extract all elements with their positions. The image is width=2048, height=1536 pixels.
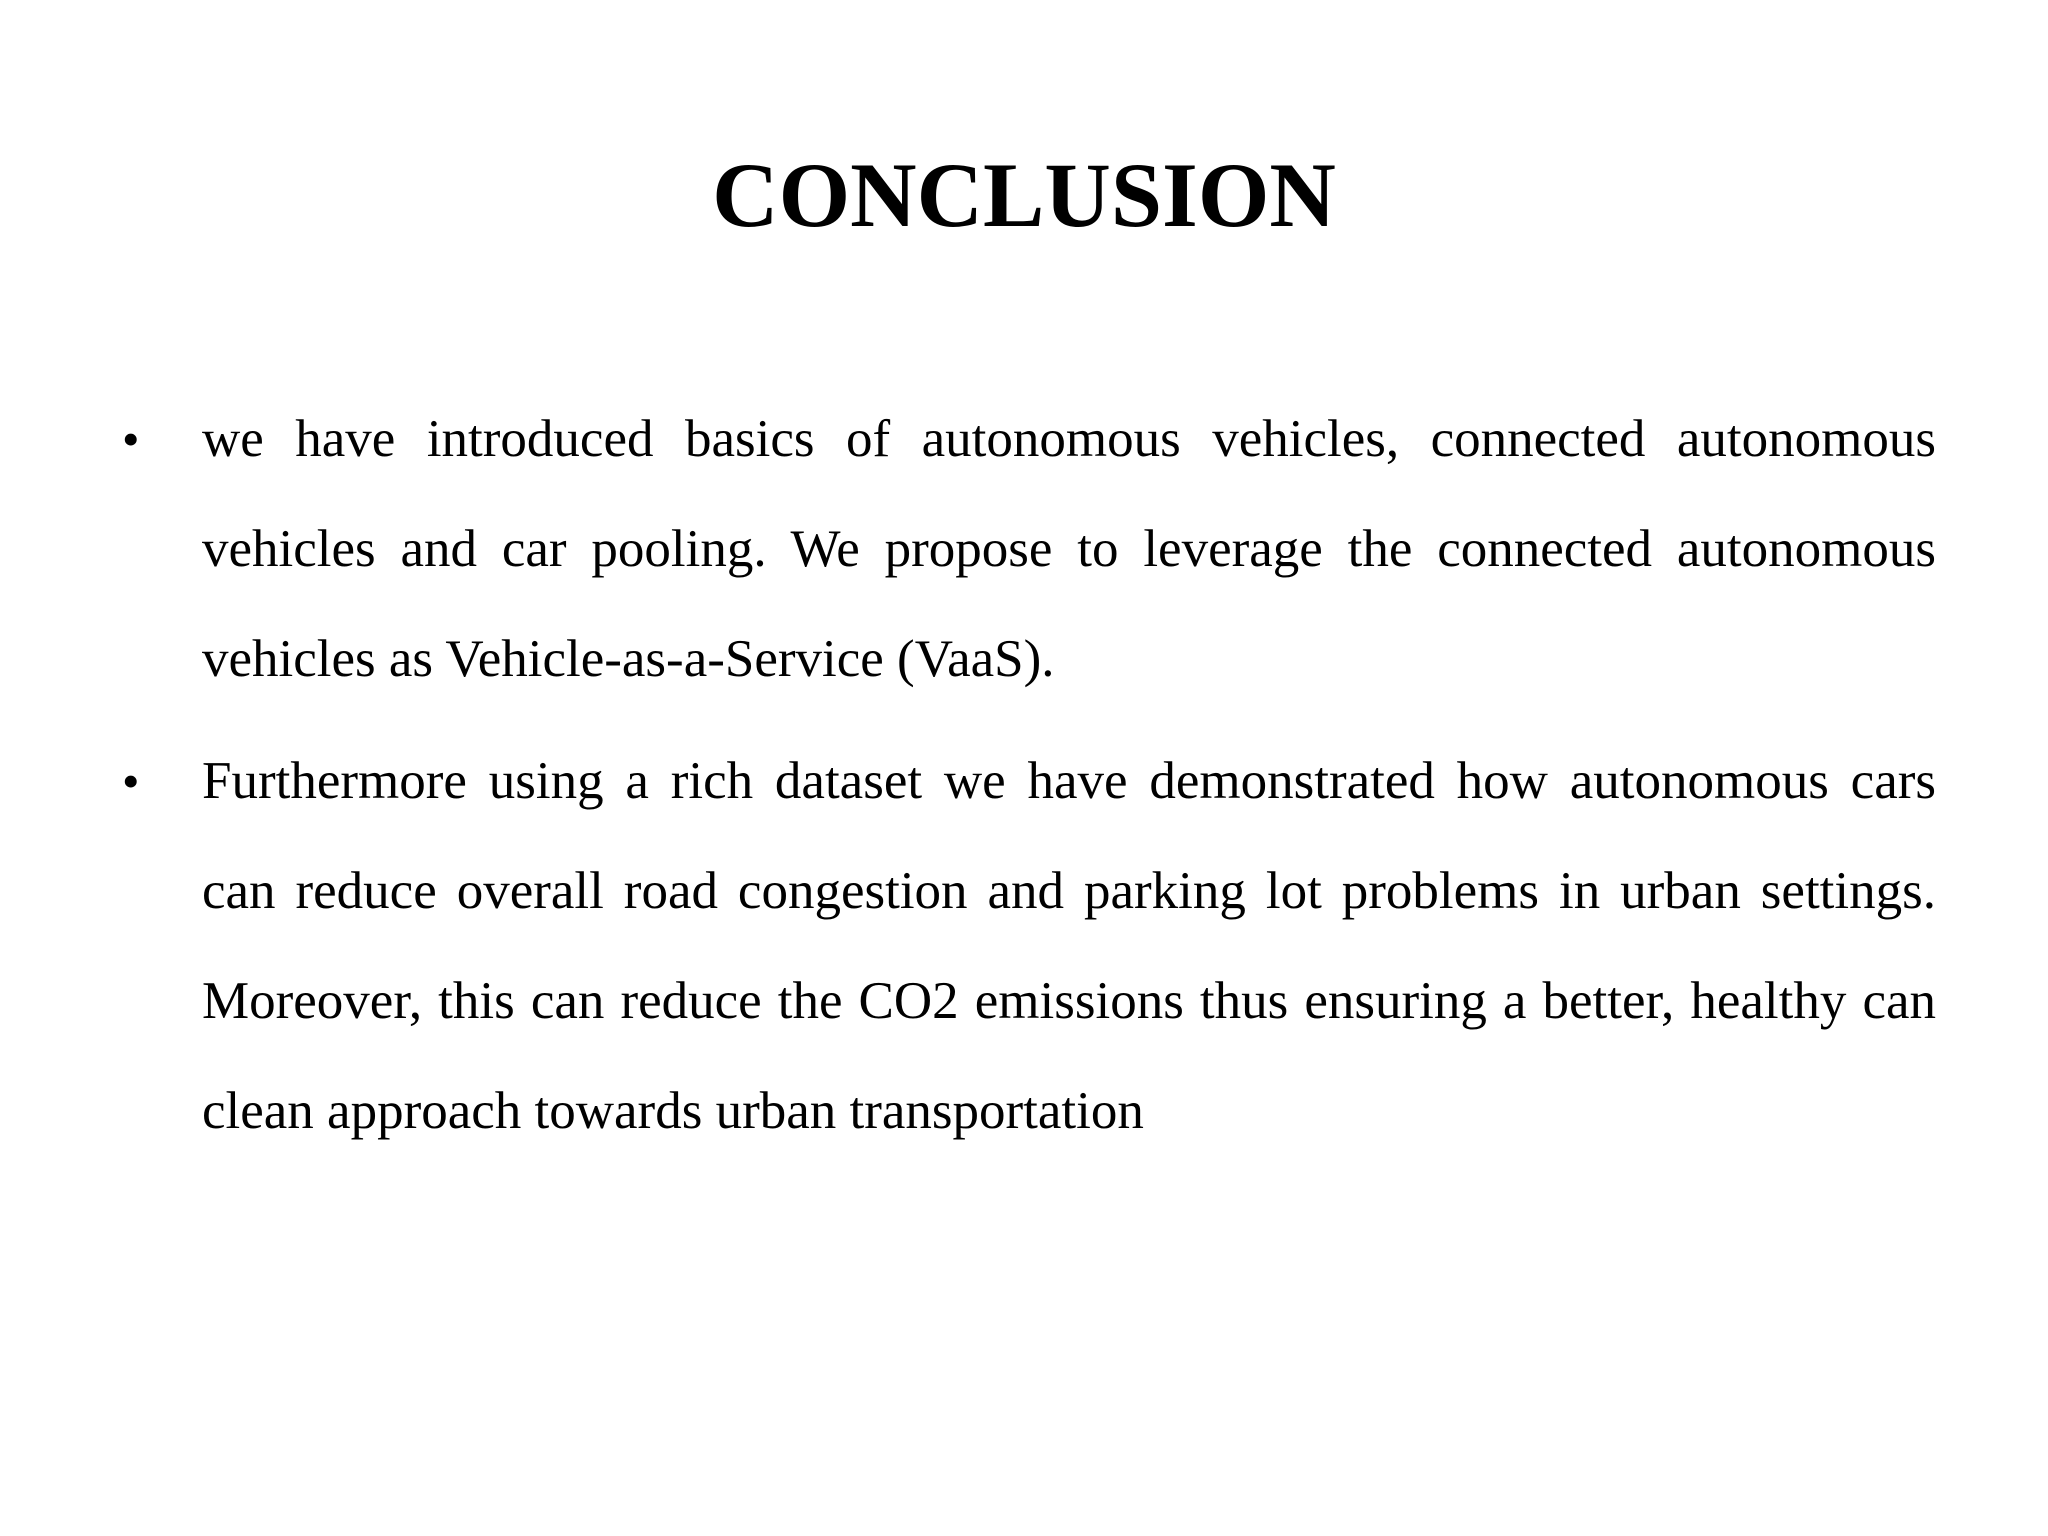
bullet-dot-icon: • <box>122 411 140 467</box>
bullet-text: we have introduced basics of autonomous vehicles, connected autonomous vehicles and car pooling. We propose to leverage the connected autonomous vehicles as Vehicle-as-a-Service (VaaS). <box>202 410 1936 688</box>
bullet-item <box>0 726 2048 1166</box>
slide-title: CONCLUSION <box>712 144 1336 246</box>
bullet-text: Furthermore using a rich dataset we have demonstrated how autonomous cars can reduce overall road congestion and parking lot problems in urban settings. Moreover, this can reduce the CO2 emissions thus ensuring a better, healthy can clean approach towards urban transportation <box>202 752 1936 1140</box>
bullet-dot-icon: • <box>122 753 140 809</box>
bullet-item <box>0 384 2048 714</box>
bullet-list <box>0 384 2048 1178</box>
